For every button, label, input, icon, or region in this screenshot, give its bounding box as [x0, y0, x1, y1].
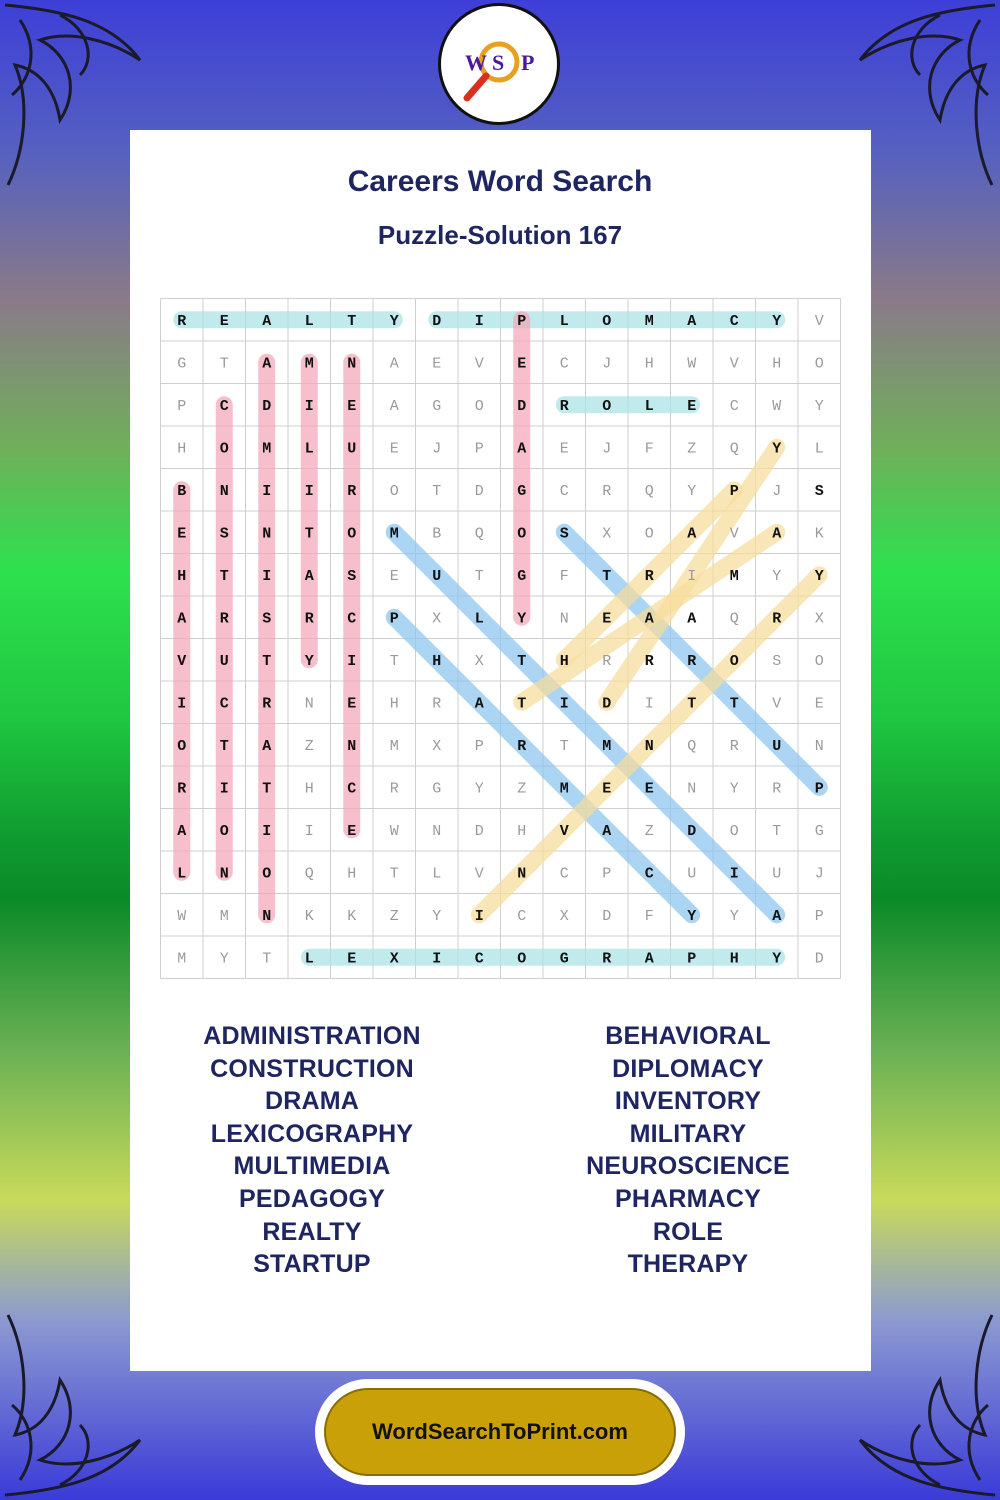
corner-ornament-bottom-right — [850, 1310, 1000, 1500]
grid-letter: U — [687, 865, 697, 883]
corner-ornament-bottom-left — [0, 1310, 150, 1500]
grid-letter: A — [262, 355, 272, 373]
word-list-item: BEHAVIORAL — [605, 1022, 771, 1050]
grid-letter: Y — [772, 567, 782, 585]
grid-letter: O — [262, 865, 272, 883]
grid-letter: I — [474, 312, 484, 330]
grid-letter: A — [517, 440, 527, 458]
corner-ornament-top-left — [0, 0, 150, 190]
grid-letter: T — [517, 652, 527, 670]
grid-letter: Y — [687, 907, 697, 925]
grid-letter: G — [559, 950, 569, 968]
grid-letter: T — [304, 525, 314, 543]
grid-letter: N — [262, 907, 272, 925]
grid-letter: S — [219, 525, 229, 543]
grid-letter: L — [304, 950, 314, 968]
grid-letter: D — [432, 312, 442, 330]
website-link[interactable]: WordSearchToPrint.com — [372, 1419, 628, 1444]
grid-letter: O — [602, 312, 612, 330]
grid-letter: I — [687, 567, 697, 585]
grid-letter: X — [559, 907, 569, 925]
grid-letter: P — [814, 907, 824, 925]
website-button[interactable] — [324, 1388, 676, 1476]
grid-letter: R — [772, 780, 782, 798]
grid-letter: E — [389, 567, 399, 585]
grid-letter: T — [219, 737, 229, 755]
word-list-item: DRAMA — [264, 1087, 360, 1116]
grid-letter: T — [729, 695, 739, 713]
word-list-left — [162, 1020, 462, 1281]
grid-letter: K — [304, 907, 314, 925]
grid-letter: T — [262, 780, 272, 798]
grid-letter: I — [262, 482, 272, 500]
grid-letter: F — [644, 907, 654, 925]
grid-letter: Z — [687, 440, 697, 458]
grid-letter: T — [559, 737, 569, 755]
grid-letter: U — [432, 567, 442, 585]
grid-letter: I — [304, 482, 314, 500]
grid-letter: A — [177, 610, 187, 628]
grid-letter: E — [814, 695, 824, 713]
grid-letter: A — [687, 525, 697, 543]
grid-letter: H — [347, 865, 357, 883]
grid-letter: A — [687, 610, 697, 628]
grid-letter: L — [177, 865, 187, 883]
word-list-item: PEDAGOGY — [238, 1184, 386, 1213]
grid-letter: D — [814, 950, 824, 968]
grid-letter: A — [304, 567, 314, 585]
grid-letter: C — [729, 397, 739, 415]
grid-letter: S — [559, 525, 569, 543]
grid-letter: M — [729, 567, 739, 585]
grid-letter: A — [772, 525, 782, 543]
grid-letter: I — [177, 695, 187, 713]
grid-letter: R — [517, 737, 527, 755]
grid-letter: Q — [304, 865, 314, 883]
grid-letter: A — [644, 950, 654, 968]
grid-letter: P — [474, 737, 484, 755]
grid-letter: Y — [432, 907, 442, 925]
grid-letter: R — [347, 482, 357, 500]
grid-letter: Q — [644, 482, 654, 500]
grid-letter: R — [644, 567, 654, 585]
grid-letter: T — [474, 567, 484, 585]
grid-letter: R — [177, 312, 187, 330]
grid-letter: L — [304, 440, 314, 458]
grid-letter: T — [389, 652, 399, 670]
grid-letter: W — [772, 397, 782, 415]
grid-letter: T — [262, 950, 272, 968]
grid-letter: O — [474, 397, 484, 415]
grid-letter: C — [517, 907, 527, 925]
grid-letter: V — [814, 312, 824, 330]
grid-letter: O — [517, 950, 527, 968]
grid-letter: A — [389, 397, 399, 415]
grid-letter: O — [729, 822, 739, 840]
grid-letter: V — [729, 525, 739, 543]
grid-letter: D — [474, 822, 484, 840]
grid-letter: Y — [389, 312, 399, 330]
grid-letter: W — [389, 822, 399, 840]
grid-letter: G — [177, 355, 187, 373]
grid-letter: X — [474, 652, 484, 670]
grid-letter: M — [219, 907, 229, 925]
grid-letter: E — [644, 780, 654, 798]
grid-letter: Y — [814, 397, 824, 415]
grid-letter: R — [602, 950, 612, 968]
grid-letter: C — [559, 355, 569, 373]
grid-letter: R — [177, 780, 187, 798]
grid-letter: L — [432, 865, 442, 883]
grid-letter: T — [219, 355, 229, 373]
grid-letter: Z — [644, 822, 654, 840]
word-list-item: STARTUP — [253, 1250, 371, 1279]
grid-letter: R — [729, 737, 739, 755]
grid-letter: N — [347, 355, 357, 373]
grid-letter: X — [602, 525, 612, 543]
grid-letter: I — [304, 822, 314, 840]
grid-letter: T — [517, 695, 527, 713]
grid-letter: V — [474, 355, 484, 373]
grid-letter: X — [432, 737, 442, 755]
grid-letter: T — [219, 567, 229, 585]
grid-letter: V — [559, 822, 569, 840]
grid-letter: A — [602, 822, 612, 840]
magnifier-icon — [441, 6, 557, 122]
grid-letter: I — [219, 780, 229, 798]
grid-letter: U — [772, 865, 782, 883]
grid-letter: T — [347, 312, 357, 330]
grid-letter: D — [474, 482, 484, 500]
grid-letter: Y — [772, 440, 782, 458]
grid-letter: U — [347, 440, 357, 458]
grid-letter: M — [262, 440, 272, 458]
word-list-item: ROLE — [652, 1217, 724, 1246]
page-title: Careers Word Search — [347, 165, 653, 198]
grid-letter: L — [814, 440, 824, 458]
grid-letter: I — [304, 397, 314, 415]
grid-letter: Y — [729, 780, 739, 798]
grid-letter: Y — [772, 312, 782, 330]
grid-letter: N — [644, 737, 654, 755]
grid-letter: D — [262, 397, 272, 415]
grid-letter: S — [814, 482, 824, 500]
grid-letter: O — [177, 737, 187, 755]
grid-letter: G — [517, 567, 527, 585]
grid-letter: O — [219, 822, 229, 840]
grid-letter: M — [389, 737, 399, 755]
grid-letter: C — [559, 865, 569, 883]
grid-letter: S — [347, 567, 357, 585]
grid-letter: I — [729, 865, 739, 883]
grid-letter: T — [389, 865, 399, 883]
grid-letter: X — [814, 610, 824, 628]
grid-letter: Y — [729, 907, 739, 925]
puzzle-subtitle: Puzzle-Solution 167 — [377, 220, 623, 250]
corner-ornament-top-right — [850, 0, 1000, 190]
grid-letter: N — [687, 780, 697, 798]
grid-letter: J — [772, 482, 782, 500]
grid-letter: R — [602, 482, 612, 500]
grid-letter: L — [559, 312, 569, 330]
grid-letter: Y — [517, 610, 527, 628]
grid-letter: D — [517, 397, 527, 415]
grid-letter: J — [432, 440, 442, 458]
grid-letter: H — [772, 355, 782, 373]
grid-letter: O — [814, 355, 824, 373]
word-list-item: NEUROSCIENCE — [586, 1152, 790, 1181]
grid-letter: V — [474, 865, 484, 883]
grid-letter: I — [262, 822, 272, 840]
word-list-item: DIPLOMACY — [612, 1054, 764, 1083]
grid-letter: N — [219, 865, 229, 883]
grid-letter: Y — [772, 950, 782, 968]
grid-letter: M — [177, 950, 187, 968]
grid-letter: T — [687, 695, 697, 713]
grid-letter: D — [687, 822, 697, 840]
grid-letter: R — [304, 610, 314, 628]
grid-letter: P — [517, 312, 527, 330]
grid-letter: H — [177, 440, 187, 458]
grid-letter: R — [559, 397, 569, 415]
grid-letter: A — [644, 610, 654, 628]
grid-letter: L — [474, 610, 484, 628]
grid-letter: H — [644, 355, 654, 373]
grid-letter: G — [432, 397, 442, 415]
grid-letter: O — [602, 397, 612, 415]
grid-letter: E — [602, 610, 612, 628]
grid-letter: H — [177, 567, 187, 585]
grid-letter: T — [602, 567, 612, 585]
grid-letter: O — [389, 482, 399, 500]
grid-letter: R — [602, 652, 612, 670]
grid-letter: F — [559, 567, 569, 585]
grid-letter: O — [517, 525, 527, 543]
grid-letter: G — [814, 822, 824, 840]
grid-letter: H — [432, 652, 442, 670]
grid-letter: V — [177, 652, 187, 670]
grid-letter: R — [219, 610, 229, 628]
grid-letter: N — [219, 482, 229, 500]
grid-letter: E — [347, 397, 357, 415]
grid-letter: R — [432, 695, 442, 713]
grid-letter: F — [644, 440, 654, 458]
grid-letter: T — [772, 822, 782, 840]
grid-letter: N — [517, 865, 527, 883]
grid-letter: A — [177, 822, 187, 840]
grid-letter: Y — [687, 482, 697, 500]
grid-letter: M — [559, 780, 569, 798]
grid-letter: R — [687, 652, 697, 670]
grid-letter: W — [687, 355, 697, 373]
grid-letter: Z — [517, 780, 527, 798]
grid-letter: M — [602, 737, 612, 755]
grid-letter: V — [729, 355, 739, 373]
grid-letter: X — [389, 950, 399, 968]
grid-letter: C — [474, 950, 484, 968]
grid-letter: P — [729, 482, 739, 500]
grid-letter: A — [262, 737, 272, 755]
grid-letter: Y — [474, 780, 484, 798]
grid-letter: R — [772, 610, 782, 628]
grid-letter: B — [177, 482, 187, 500]
word-list-item: INVENTORY — [614, 1087, 762, 1116]
grid-letter: C — [219, 695, 229, 713]
grid-letter: S — [772, 652, 782, 670]
grid-letter: K — [347, 907, 357, 925]
grid-letter: O — [814, 652, 824, 670]
grid-letter: O — [644, 525, 654, 543]
word-search-grid — [160, 298, 841, 979]
grid-letter: I — [474, 907, 484, 925]
grid-letter: U — [772, 737, 782, 755]
grid-letter: C — [347, 780, 357, 798]
grid-letter: N — [347, 737, 357, 755]
grid-letter: A — [262, 312, 272, 330]
grid-letter: Q — [729, 610, 739, 628]
word-list-item: REALTY — [262, 1217, 362, 1246]
grid-letter: N — [262, 525, 272, 543]
word-list-item: CONSTRUCTION — [210, 1054, 414, 1083]
grid-letter: V — [772, 695, 782, 713]
grid-letter: D — [602, 907, 612, 925]
grid-letter: A — [687, 312, 697, 330]
grid-letter: H — [729, 950, 739, 968]
grid-letter: Y — [219, 950, 229, 968]
word-list-item: MILITARY — [629, 1119, 747, 1148]
grid-letter: I — [644, 695, 654, 713]
grid-letter: P — [814, 780, 824, 798]
grid-letter: C — [219, 397, 229, 415]
grid-letter: P — [389, 610, 399, 628]
word-list-item: THERAPY — [627, 1250, 749, 1279]
grid-letter: B — [432, 525, 442, 543]
grid-letter: J — [602, 440, 612, 458]
logo-letter-p: P — [521, 50, 535, 75]
grid-letter: L — [644, 397, 654, 415]
grid-letter: M — [389, 525, 399, 543]
grid-letter: O — [219, 440, 229, 458]
grid-letter: Z — [389, 907, 399, 925]
grid-letter: O — [347, 525, 357, 543]
grid-letter: P — [177, 397, 187, 415]
grid-letter: M — [304, 355, 314, 373]
grid-letter: U — [219, 652, 229, 670]
grid-letter: T — [432, 482, 442, 500]
grid-letter: D — [602, 695, 612, 713]
grid-letter: R — [644, 652, 654, 670]
grid-letter: K — [814, 525, 824, 543]
word-list-right — [538, 1020, 838, 1281]
grid-letter: Q — [474, 525, 484, 543]
logo-letter-w: W — [465, 50, 487, 75]
grid-letter: I — [559, 695, 569, 713]
word-list-item: ADMINISTRATION — [203, 1022, 421, 1050]
grid-letter: E — [559, 440, 569, 458]
grid-letter: E — [389, 440, 399, 458]
grid-letter: E — [177, 525, 187, 543]
grid-letter: C — [729, 312, 739, 330]
grid-letter: C — [559, 482, 569, 500]
grid-letter: R — [389, 780, 399, 798]
word-list-item: MULTIMEDIA — [233, 1152, 391, 1181]
grid-letter: I — [432, 950, 442, 968]
grid-letter: E — [517, 355, 527, 373]
grid-letter: G — [432, 780, 442, 798]
grid-letter: A — [474, 695, 484, 713]
grid-letter: A — [389, 355, 399, 373]
grid-letter: P — [687, 950, 697, 968]
grid-letter: G — [517, 482, 527, 500]
grid-letter: R — [262, 695, 272, 713]
grid-letter: E — [602, 780, 612, 798]
grid-letter: E — [219, 312, 229, 330]
grid-letter: H — [304, 780, 314, 798]
grid-letter: Q — [687, 737, 697, 755]
grid-letter: L — [304, 312, 314, 330]
grid-letter: S — [262, 610, 272, 628]
site-logo[interactable] — [438, 3, 560, 125]
logo-letter-s: S — [492, 50, 505, 75]
grid-letter: C — [347, 610, 357, 628]
grid-letter: I — [347, 652, 357, 670]
grid-letter: N — [304, 695, 314, 713]
grid-letter: I — [262, 567, 272, 585]
grid-letter: Q — [729, 440, 739, 458]
grid-letter: T — [262, 652, 272, 670]
grid-letter: M — [644, 312, 654, 330]
grid-letter: J — [814, 865, 824, 883]
grid-letter: Y — [304, 652, 314, 670]
grid-letter: H — [517, 822, 527, 840]
grid-letter: N — [814, 737, 824, 755]
grid-letter: Y — [814, 567, 824, 585]
word-list-item: PHARMACY — [614, 1184, 762, 1213]
grid-letter: H — [389, 695, 399, 713]
grid-letter: E — [687, 397, 697, 415]
grid-letter: C — [644, 865, 654, 883]
grid-letter: E — [432, 355, 442, 373]
grid-letter: W — [177, 907, 187, 925]
grid-letter: H — [559, 652, 569, 670]
grid-letter: Z — [304, 737, 314, 755]
grid-letter: N — [559, 610, 569, 628]
grid-letter: A — [772, 907, 782, 925]
grid-letter: X — [432, 610, 442, 628]
grid-letter: E — [347, 695, 357, 713]
grid-letter: P — [474, 440, 484, 458]
grid-letter: E — [347, 950, 357, 968]
grid-letter: J — [602, 355, 612, 373]
grid-letter: P — [602, 865, 612, 883]
word-list-item: LEXICOGRAPHY — [210, 1119, 414, 1148]
grid-letter: N — [432, 822, 442, 840]
grid-letter: O — [729, 652, 739, 670]
grid-letter: E — [347, 822, 357, 840]
